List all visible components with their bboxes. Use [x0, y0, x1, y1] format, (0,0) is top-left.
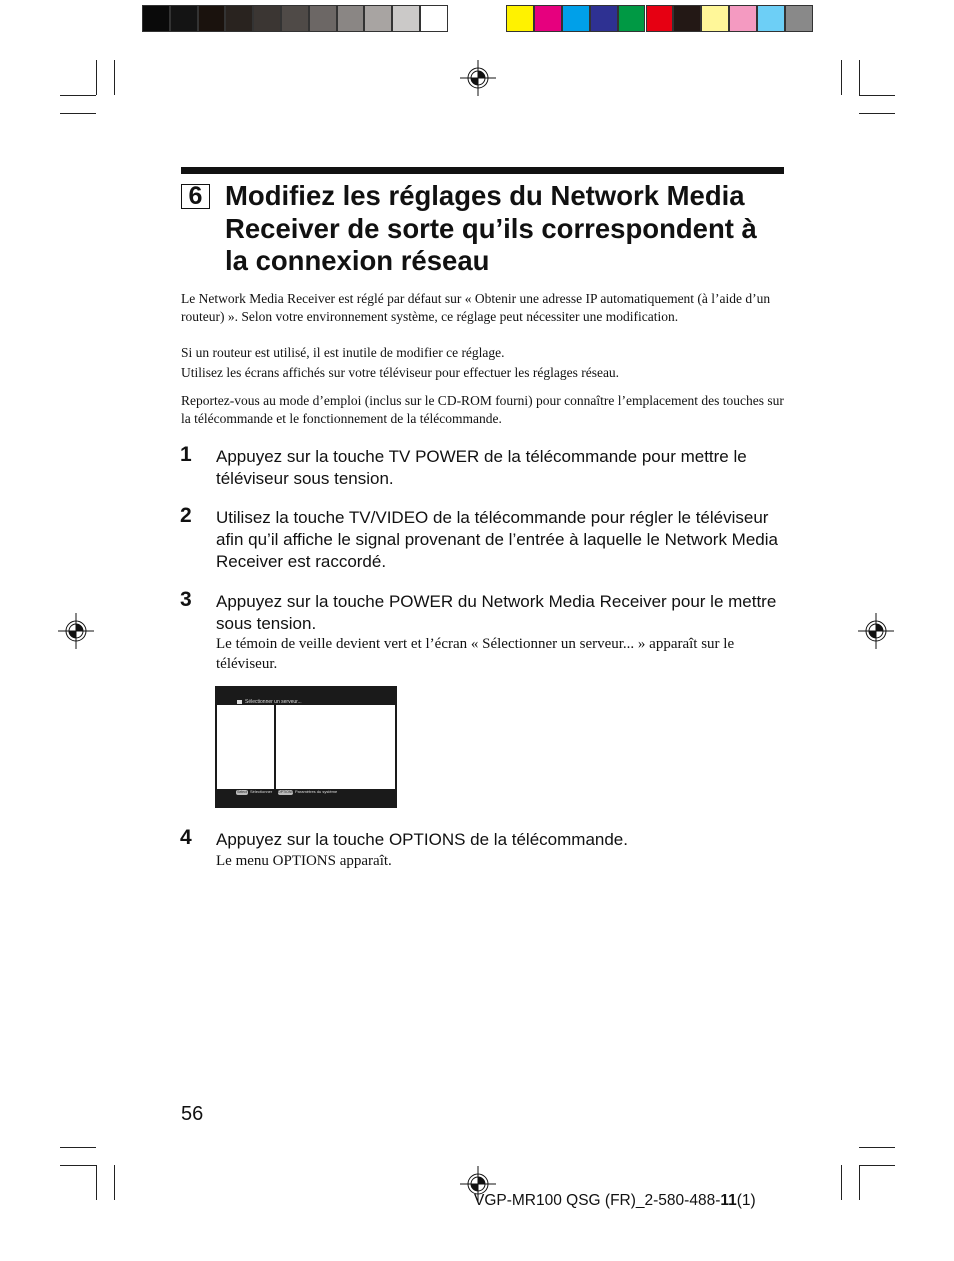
step-3-number: 3 [180, 588, 192, 611]
calibration-swatch [364, 5, 392, 32]
calibration-swatch [225, 5, 253, 32]
intro-paragraph-4: Reportez-vous au mode d’emploi (inclus sur le CD-ROM fourni) pour connaître l’emplacement des touches sur la télécommande et le fonctionnement de la télécommande. [181, 393, 784, 426]
registration-mark-left [58, 613, 94, 649]
calibration-swatch [785, 5, 813, 32]
step-1-number: 1 [180, 443, 192, 466]
title-rule [181, 167, 784, 174]
tv-select-label: Sélectionner [250, 789, 273, 794]
calibration-swatch [562, 5, 590, 32]
registration-mark-right [858, 613, 894, 649]
calibration-swatch [142, 5, 170, 32]
calibration-swatch [198, 5, 226, 32]
registration-mark-top [460, 60, 496, 96]
calibration-swatch [392, 5, 420, 32]
footer-bold: 11 [720, 1192, 737, 1209]
tv-screen-right-pane [276, 705, 395, 789]
section-title: Modifiez les réglages du Network Media Receiver de sorte qu’ils correspondent à la connexion réseau [225, 180, 757, 276]
calibration-swatch [673, 5, 701, 32]
calibration-swatch [729, 5, 757, 32]
calibration-swatch [253, 5, 281, 32]
calibration-swatch [534, 5, 562, 32]
intro-paragraph-3: Utilisez les écrans affichés sur votre téléviseur pour effectuer les réglages réseau. [181, 365, 620, 380]
calibration-swatch [309, 5, 337, 32]
step-2-number: 2 [180, 504, 192, 527]
calibration-swatch [590, 5, 618, 32]
intro-paragraph-2: Si un routeur est utilisé, il est inutile de modifier ce réglage. [181, 345, 505, 360]
step-3-note: Le témoin de veille devient vert et l’écran « Sélectionner un serveur... » apparaît sur le téléviseur. [216, 636, 735, 672]
step-2-text: Utilisez la touche TV/VIDEO de la télécommande pour régler le téléviseur afin qu’il affiche le signal provenant de l’entrée à laquelle le Network Media Receiver est raccordé. [216, 508, 778, 571]
document-footer [474, 1192, 756, 1210]
step-4-text: Appuyez sur la touche OPTIONS de la télécommande. [216, 830, 628, 849]
tv-select-button: Select [237, 790, 247, 794]
calibration-swatch [506, 5, 534, 32]
footer-prefix: VGP-MR100 QSG (FR)_2-580-488- [474, 1192, 721, 1209]
calibration-swatch [420, 5, 448, 32]
step-4-number: 4 [180, 826, 192, 849]
step-4-note: Le menu OPTIONS apparaît. [216, 853, 392, 869]
step-1-text: Appuyez sur la touche TV POWER de la télécommande pour mettre le téléviseur sous tension. [216, 447, 747, 488]
calibration-swatch [618, 5, 646, 32]
calibration-swatch [281, 5, 309, 32]
section-number: 6 [181, 184, 210, 209]
calibration-swatch [170, 5, 198, 32]
step-3-text: Appuyez sur la touche POWER du Network Media Receiver pour le mettre sous tension. [216, 592, 777, 633]
calibration-swatch [701, 5, 729, 32]
calibration-swatch [757, 5, 785, 32]
calibration-swatch [646, 5, 674, 32]
server-icon [237, 700, 242, 704]
intro-paragraph-1: Le Network Media Receiver est réglé par défaut sur « Obtenir une adresse IP automatiquement (à l’aide d’un routeur) ». Selon votre environnement système, ce réglage peut nécessiter une modification. [181, 291, 771, 324]
calibration-swatch [337, 5, 365, 32]
tv-options-button: OPTIONS [278, 790, 294, 794]
tv-screen-header: Sélectionner un serveur... [245, 699, 302, 705]
tv-screen-left-pane [217, 705, 274, 789]
tv-options-label: Paramètres du système [295, 789, 338, 794]
tv-screen-illustration [215, 686, 397, 808]
page-number: 56 [181, 1103, 204, 1125]
footer-suffix: (1) [736, 1192, 756, 1209]
